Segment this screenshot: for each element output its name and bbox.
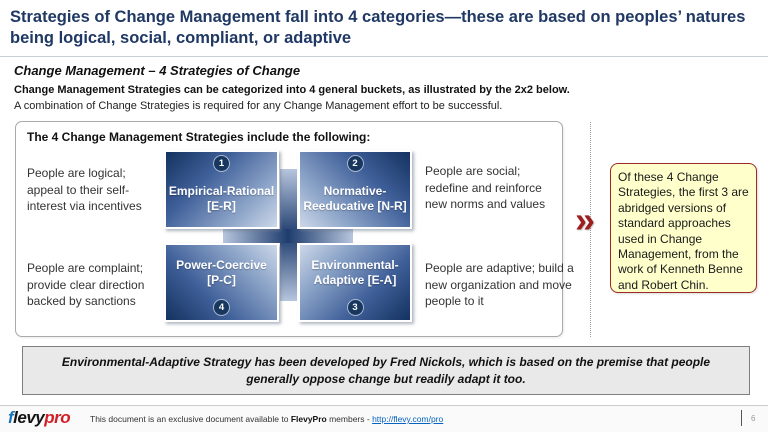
quadrant-label-line1: Environmental- <box>311 257 399 272</box>
quadrant-label-line1: Empirical-Rational <box>168 184 275 198</box>
quadrant-label <box>176 245 267 300</box>
callout-note: Of these 4 Change Strategies, the first 3 are abridged versions of standard approaches used in Change Management, from the work of Kenneth Benne and Robert Chin. <box>610 163 757 293</box>
chevron-right-icon: » <box>575 199 596 240</box>
logo-part-pro: pro <box>44 408 71 427</box>
quadrant-empirical-rational <box>164 150 279 229</box>
quadrant-number-badge: 3 <box>348 300 363 315</box>
quadrant-label-line2: [E-R] <box>207 199 236 213</box>
section-subtitle: Change Management – 4 Strategies of Change <box>14 63 301 78</box>
page-number: 6 <box>751 414 756 423</box>
quadrant-number-badge: 2 <box>348 156 363 171</box>
lead-detail: A combination of Change Strategies is required for any Change Management effort to be successful. <box>14 100 503 112</box>
quadrant-label-line2: [P-C] <box>207 272 236 287</box>
footer-note <box>90 414 443 424</box>
quadrant-label-line1: Normative- <box>323 184 387 198</box>
quadrant-label-line1: Power-Coercive <box>176 257 267 272</box>
quadrant-label <box>169 171 274 227</box>
panel-header: The 4 Change Management Strategies include the following: <box>27 130 371 144</box>
quadrant-normative-reeducative <box>298 150 412 229</box>
quadrant-label-line2: Reeducative [N-R] <box>303 199 407 213</box>
two-by-two-matrix <box>164 150 412 322</box>
footnote-text: Environmental-Adaptive Strategy has been developed by Fred Nickols, which is based on the premise that people generally oppose change but readily adapt it too. <box>61 355 711 386</box>
footer-note-mid: members - <box>326 414 373 424</box>
quadrant-label <box>311 245 398 300</box>
footer-separator <box>741 410 742 426</box>
quadrant-label-line2: Adaptive [E-A] <box>313 272 397 287</box>
logo-part-levy: levy <box>13 408 45 427</box>
footnote-box <box>22 346 750 395</box>
strategies-panel <box>15 121 574 337</box>
quadrant-number-badge: 1 <box>214 156 229 171</box>
annotation-compliant: People are complaint; provide clear direction backed by sanctions <box>27 261 145 308</box>
footer-note-brand: FlevyPro <box>290 414 327 424</box>
footer-note-prefix: This document is an exclusive document available to <box>90 414 291 424</box>
flevypro-logo <box>8 408 70 428</box>
quadrant-environmental-adaptive <box>298 243 412 322</box>
flevy-pro-link[interactable]: http://flevy.com/pro <box>372 414 444 424</box>
slide-title <box>10 7 762 49</box>
annotation-logical: People are logical; appeal to their self-interest via incentives <box>27 166 142 213</box>
annotation-adaptive: People are adaptive; build a new organization and move people to it <box>425 261 574 308</box>
matrix-cross-horizontal <box>223 229 353 243</box>
title-divider <box>0 56 768 57</box>
quadrant-label <box>303 171 406 227</box>
lead-statement: Change Management Strategies can be categorized into 4 general buckets, as illustrated by the 2x2 below. <box>14 84 570 96</box>
slide-title-line2: being logical, social, compliant, or adaptive <box>10 29 352 47</box>
footer-bar <box>0 405 768 432</box>
quadrant-number-badge: 4 <box>214 300 229 315</box>
annotation-social: People are social; redefine and reinforce new norms and values <box>425 164 546 211</box>
slide-title-line1: Strategies of Change Management fall into 4 categories—these are based on peoples’ natures <box>10 8 746 26</box>
quadrant-power-coercive <box>164 243 279 322</box>
logo-part-f: f <box>8 408 14 427</box>
